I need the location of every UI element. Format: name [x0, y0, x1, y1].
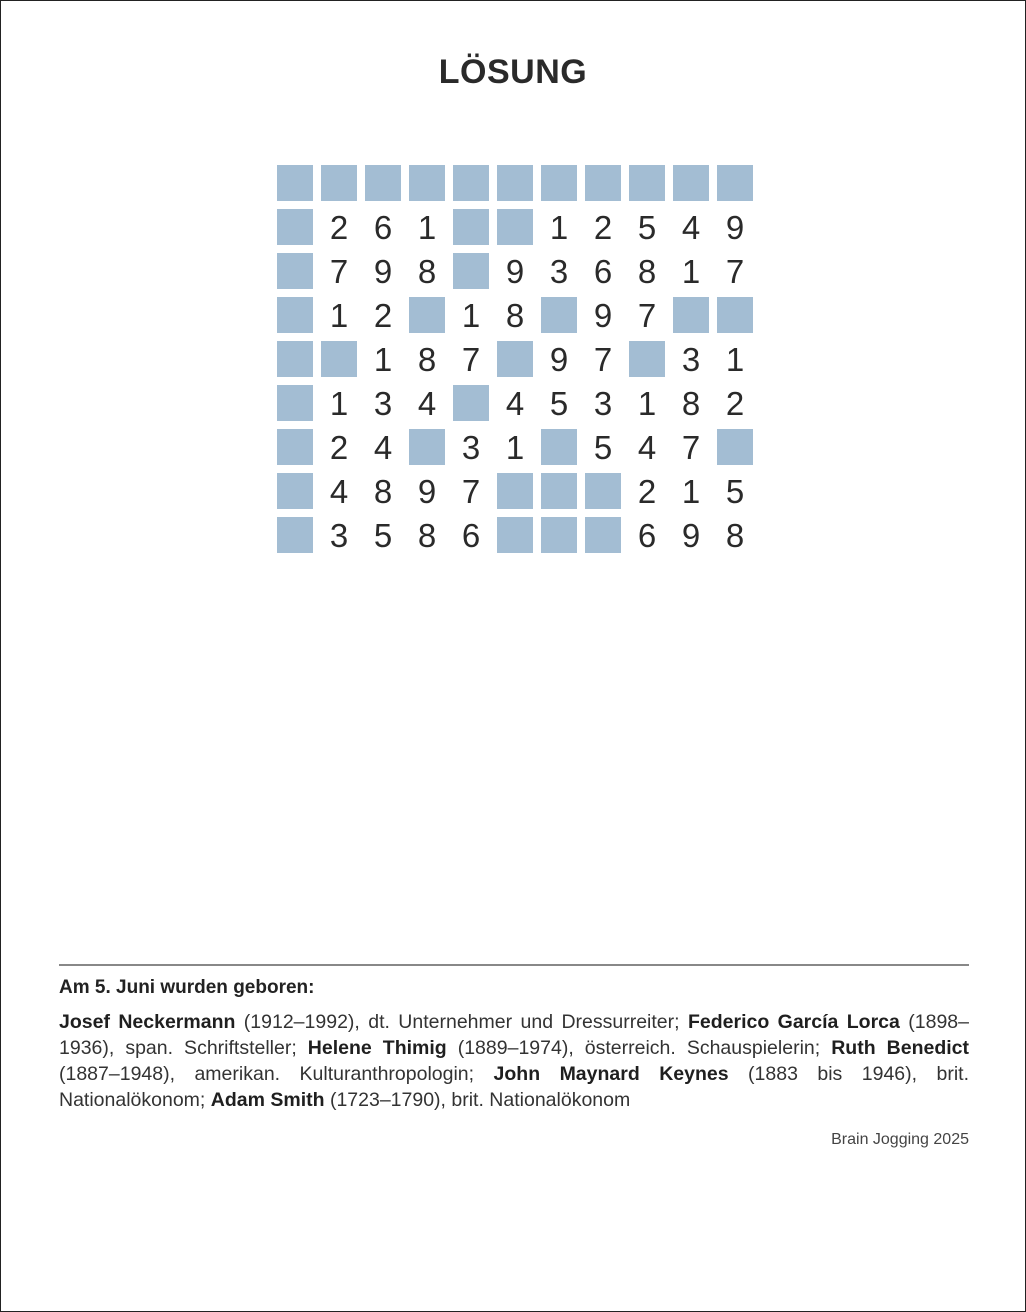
grid-block [497, 517, 533, 553]
grid-block [629, 165, 665, 201]
page-title: LÖSUNG [438, 53, 588, 91]
grid-digit: 9 [417, 472, 437, 510]
grid-digit: 3 [549, 252, 569, 290]
grid-digit: 2 [725, 384, 745, 422]
grid-digit: 7 [637, 296, 657, 334]
person-detail: (1898–1936), span. Schriftsteller; [59, 1011, 969, 1059]
grid-digit: 6 [461, 516, 481, 554]
grid-block [409, 297, 445, 333]
grid-block [453, 165, 489, 201]
grid-block [497, 209, 533, 245]
grid-digit: 8 [681, 384, 701, 422]
grid-digit: 1 [637, 384, 657, 422]
person-name: Helene Thimig [307, 1037, 447, 1059]
grid-block [497, 473, 533, 509]
grid-digit: 1 [461, 296, 481, 334]
grid-digit: 1 [417, 208, 437, 246]
birthdays-text [59, 1009, 969, 1113]
grid-digit: 6 [637, 516, 657, 554]
grid-digit: 3 [461, 428, 481, 466]
grid-block [365, 165, 401, 201]
person-name: John Maynard Keynes [493, 1063, 729, 1085]
grid-digit: 2 [593, 208, 613, 246]
grid-block [277, 253, 313, 289]
grid-block [453, 253, 489, 289]
grid-digit: 6 [373, 208, 393, 246]
grid-digit: 1 [549, 208, 569, 246]
grid-digit: 7 [329, 252, 349, 290]
birthdays-heading: Am 5. Juni wurden geboren: [59, 977, 315, 998]
grid-digit: 4 [681, 208, 701, 246]
grid-digit: 4 [373, 428, 393, 466]
person-detail: (1889–1974), österreich. Schauspielerin; [446, 1037, 832, 1059]
grid-digit: 4 [329, 472, 349, 510]
grid-digit: 1 [373, 340, 393, 378]
grid-block [541, 429, 577, 465]
grid-digit: 7 [681, 428, 701, 466]
grid-digit: 2 [373, 296, 393, 334]
grid-digit: 4 [637, 428, 657, 466]
grid-digit: 3 [593, 384, 613, 422]
grid-block [321, 165, 357, 201]
grid-digit: 3 [681, 340, 701, 378]
footer-credit: Brain Jogging 2025 [831, 1131, 969, 1148]
grid-digit: 8 [373, 472, 393, 510]
grid-digit: 1 [681, 472, 701, 510]
grid-block [717, 297, 753, 333]
grid-digit: 5 [725, 472, 745, 510]
grid-block [277, 165, 313, 201]
grid-digit: 9 [681, 516, 701, 554]
grid-digit: 4 [505, 384, 525, 422]
grid-block [673, 165, 709, 201]
grid-digit: 7 [461, 340, 481, 378]
person-name: Ruth Benedict [831, 1037, 969, 1059]
grid-block [453, 209, 489, 245]
grid-digit: 9 [725, 208, 745, 246]
grid-digit: 7 [725, 252, 745, 290]
grid-digit: 7 [593, 340, 613, 378]
grid-block [453, 385, 489, 421]
person-name: Josef Neckermann [59, 1011, 236, 1033]
grid-digit: 8 [505, 296, 525, 334]
grid-block [277, 385, 313, 421]
grid-digit: 4 [417, 384, 437, 422]
grid-digit: 1 [329, 296, 349, 334]
grid-digit: 3 [373, 384, 393, 422]
grid-block [277, 209, 313, 245]
grid-digit: 5 [549, 384, 569, 422]
grid-block [409, 165, 445, 201]
grid-block [541, 517, 577, 553]
grid-digit: 1 [681, 252, 701, 290]
grid-digit: 1 [329, 384, 349, 422]
grid-block [717, 165, 753, 201]
grid-block [541, 473, 577, 509]
grid-block [585, 473, 621, 509]
person-detail: (1912–1992), dt. Unternehmer und Dressurreiter; [235, 1011, 688, 1033]
grid-block [321, 341, 357, 377]
grid-digit: 8 [725, 516, 745, 554]
grid-digit: 9 [505, 252, 525, 290]
grid-block [277, 429, 313, 465]
person-detail: (1883 bis 1946), brit. Nationalökonom; [59, 1063, 970, 1111]
grid-block [277, 473, 313, 509]
grid-block [717, 429, 753, 465]
grid-block [497, 165, 533, 201]
grid-digit: 8 [417, 516, 437, 554]
grid-block [629, 341, 665, 377]
grid-digit: 2 [329, 428, 349, 466]
grid-block [541, 297, 577, 333]
grid-block [585, 165, 621, 201]
grid-block [673, 297, 709, 333]
grid-digit: 6 [593, 252, 613, 290]
grid-digit: 2 [329, 208, 349, 246]
grid-block [277, 297, 313, 333]
grid-block [277, 517, 313, 553]
grid-block [541, 165, 577, 201]
grid-digit: 5 [593, 428, 613, 466]
grid-digit: 8 [637, 252, 657, 290]
grid-block [497, 341, 533, 377]
person-detail: (1887–1948), amerikan. Kulturanthropologin; [59, 1063, 494, 1085]
person-detail: (1723–1790), brit. Nationalökonom [324, 1089, 631, 1111]
grid-digit: 1 [505, 428, 525, 466]
solution-grid [277, 165, 753, 553]
grid-digit: 2 [637, 472, 657, 510]
person-name: Adam Smith [210, 1089, 325, 1111]
grid-digit: 9 [593, 296, 613, 334]
grid-block [277, 341, 313, 377]
grid-digit: 8 [417, 340, 437, 378]
grid-digit: 3 [329, 516, 349, 554]
grid-block [585, 517, 621, 553]
grid-digit: 5 [373, 516, 393, 554]
grid-digit: 7 [461, 472, 481, 510]
person-name: Federico García Lorca [687, 1011, 900, 1033]
grid-block [409, 429, 445, 465]
grid-digit: 9 [549, 340, 569, 378]
grid-digit: 8 [417, 252, 437, 290]
grid-digit: 1 [725, 340, 745, 378]
grid-digit: 9 [373, 252, 393, 290]
grid-digit: 5 [637, 208, 657, 246]
divider [59, 964, 969, 966]
